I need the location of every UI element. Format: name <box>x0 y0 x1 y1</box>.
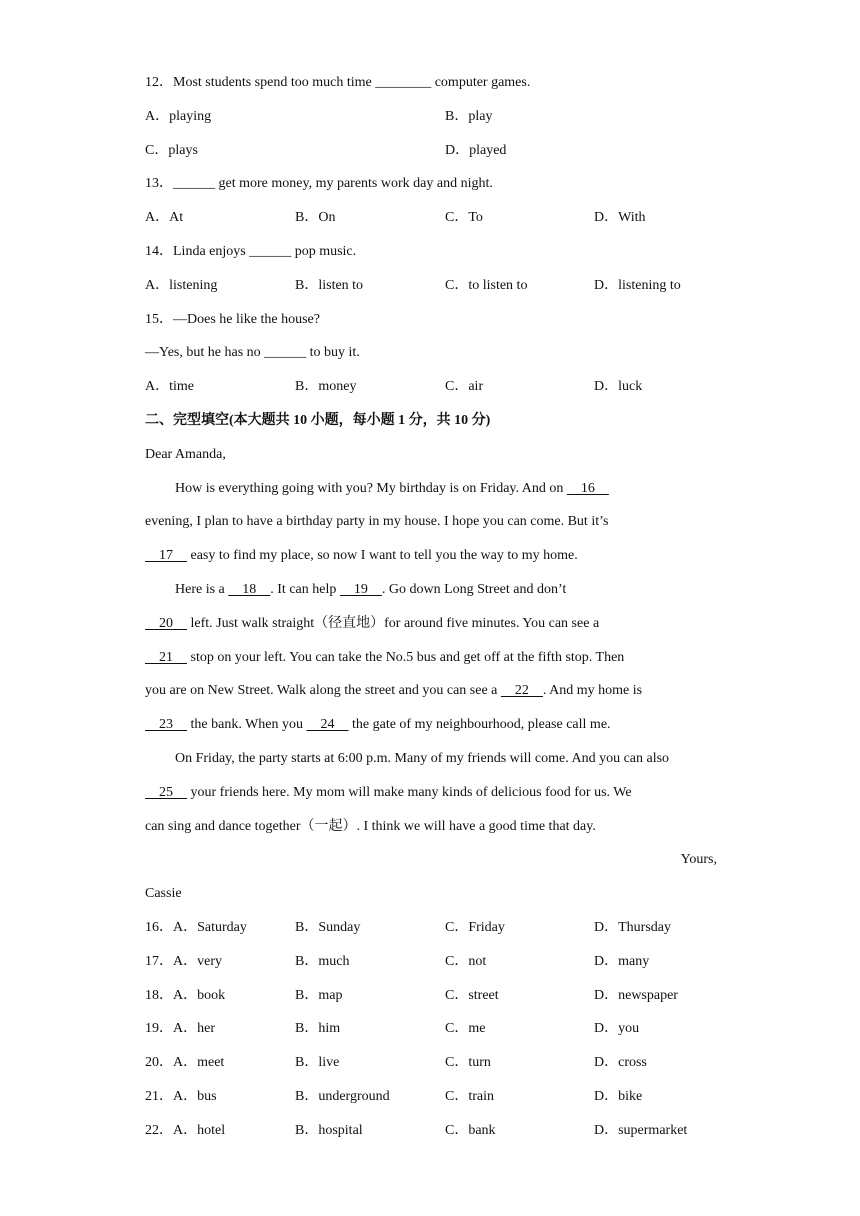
letter-text: . It can help <box>270 581 340 597</box>
q15-option-d: D．luck <box>594 379 643 395</box>
letter-text: Here is a <box>175 581 229 597</box>
blank-19: 19 <box>339 581 382 597</box>
letter-closing: Yours, <box>680 852 717 868</box>
letter-text: left. Just walk straight（径直地）for around five minutes. You can see a <box>187 615 600 631</box>
letter-line-8 <box>145 708 717 742</box>
question-13-stem: 13．______ get more money, my parents work day and night. <box>145 176 493 192</box>
blank-24: 24 <box>306 717 349 733</box>
blank-18: 18 <box>228 581 271 597</box>
blank-17: 17 <box>145 548 187 564</box>
letter-text: stop on your left. You can take the No.5 bus and get off at the fifth stop. Then <box>187 649 625 665</box>
q13-option-a: A．At <box>145 210 184 226</box>
question-15-options <box>145 370 717 404</box>
blank-25: 25 <box>145 784 187 800</box>
q20-option-d: D．cross <box>594 1055 647 1071</box>
q12-option-d: D．played <box>445 142 507 158</box>
question-12-options-row2 <box>145 134 717 168</box>
letter-text: the gate of my neighbourhood, please call me. <box>348 717 611 733</box>
q18-option-c: C．street <box>445 987 499 1003</box>
q17-option-c: C．not <box>445 953 487 969</box>
blank-22: 22 <box>500 683 543 699</box>
q12-option-c: C．plays <box>145 142 198 158</box>
blank-20: 20 <box>145 615 187 631</box>
question-15-stem: 15．—Does he like the house? <box>145 311 320 327</box>
letter-greeting: Dear Amanda, <box>145 446 226 462</box>
q17-option-a: 17．A．very <box>145 953 222 969</box>
q18-option-a: 18．A．book <box>145 987 226 1003</box>
q21-option-b: B．underground <box>295 1088 390 1104</box>
q17-option-b: B．much <box>295 953 350 969</box>
question-18-options <box>145 979 717 1013</box>
question-15-stem-reply: —Yes, but he has no ______ to buy it. <box>145 345 360 361</box>
question-14-stem: 14．Linda enjoys ______ pop music. <box>145 243 357 259</box>
letter-signature: Cassie <box>145 886 182 902</box>
letter-line-2: evening, I plan to have a birthday party in my house. I hope you can come. But it’s <box>145 514 609 530</box>
q21-option-c: C．train <box>445 1088 494 1104</box>
question-19-options <box>145 1012 717 1046</box>
question-12-stem: 12．Most students spend too much time ________ computer games. <box>145 75 531 90</box>
question-16-options <box>145 911 717 945</box>
document-page <box>145 66 717 1148</box>
q14-option-a: A．listening <box>145 277 218 293</box>
q19-option-b: B．him <box>295 1021 341 1037</box>
q13-option-b: B．On <box>295 210 336 226</box>
q13-option-c: C．To <box>445 210 483 226</box>
letter-text: you are on New Street. Walk along the street and you can see a <box>145 683 501 699</box>
letter-line-10 <box>145 776 717 810</box>
q19-option-a: 19．A．her <box>145 1021 215 1037</box>
section-2-title: 二、完型填空(本大题共 10 小题，每小题 1 分，共 10 分) <box>145 412 491 428</box>
letter-text: . Go down Long Street and don’t <box>381 581 567 597</box>
letter-line-1 <box>145 472 717 506</box>
q16-option-b: B．Sunday <box>295 919 361 935</box>
letter-text: your friends here. My mom will make many kinds of delicious food for us. We <box>187 784 632 800</box>
q22-option-c: C．bank <box>445 1122 496 1138</box>
blank-21: 21 <box>145 649 187 665</box>
q17-option-d: D．many <box>594 953 650 969</box>
q18-option-b: B．map <box>295 987 343 1003</box>
question-22-options <box>145 1114 717 1148</box>
question-20-options <box>145 1046 717 1080</box>
question-14-options <box>145 269 717 303</box>
q16-option-c: C．Friday <box>445 919 505 935</box>
q16-option-d: D．Thursday <box>594 919 671 935</box>
q12-option-b: B．play <box>445 108 493 124</box>
letter-line-11: can sing and dance together（一起）. I think we will have a good time that day. <box>145 818 596 834</box>
q21-option-d: D．bike <box>594 1088 643 1104</box>
question-17-options <box>145 945 717 979</box>
letter-line-5 <box>145 607 717 641</box>
q14-option-b: B．listen to <box>295 277 364 293</box>
q14-option-d: D．listening to <box>594 277 681 293</box>
question-12-options-row1 <box>145 100 717 134</box>
q12-option-a: A．playing <box>145 108 212 124</box>
q13-option-d: D．With <box>594 210 646 226</box>
q19-option-c: C．me <box>445 1021 486 1037</box>
q16-option-a: 16．A．Saturday <box>145 919 247 935</box>
q19-option-d: D．you <box>594 1021 640 1037</box>
q20-option-a: 20．A．meet <box>145 1055 225 1071</box>
letter-line-9: On Friday, the party starts at 6:00 p.m. Many of my friends will come. And you can also <box>175 750 670 766</box>
q15-option-a: A．time <box>145 379 194 395</box>
letter-line-3 <box>145 539 717 573</box>
letter-line-6 <box>145 641 717 675</box>
q14-option-c: C．to listen to <box>445 277 528 293</box>
q15-option-c: C．air <box>445 379 484 395</box>
letter-text: How is everything going with you? My birthday is on Friday. And on <box>175 480 567 496</box>
question-21-options <box>145 1080 717 1114</box>
q20-option-c: C．turn <box>445 1055 491 1071</box>
q15-option-b: B．money <box>295 379 357 395</box>
blank-16: 16 <box>566 480 609 496</box>
q22-option-a: 22．A．hotel <box>145 1122 226 1138</box>
q21-option-a: 21．A．bus <box>145 1088 217 1104</box>
q20-option-b: B．live <box>295 1055 340 1071</box>
q18-option-d: D．newspaper <box>594 987 678 1003</box>
letter-line-4 <box>145 573 717 607</box>
letter-text: the bank. When you <box>187 717 307 733</box>
letter-line-7 <box>145 674 717 708</box>
letter-text: easy to find my place, so now I want to tell you the way to my home. <box>187 548 578 564</box>
blank-23: 23 <box>145 717 187 733</box>
q22-option-b: B．hospital <box>295 1122 363 1138</box>
question-13-options <box>145 201 717 235</box>
q22-option-d: D．supermarket <box>594 1122 688 1138</box>
letter-text: . And my home is <box>542 683 643 699</box>
